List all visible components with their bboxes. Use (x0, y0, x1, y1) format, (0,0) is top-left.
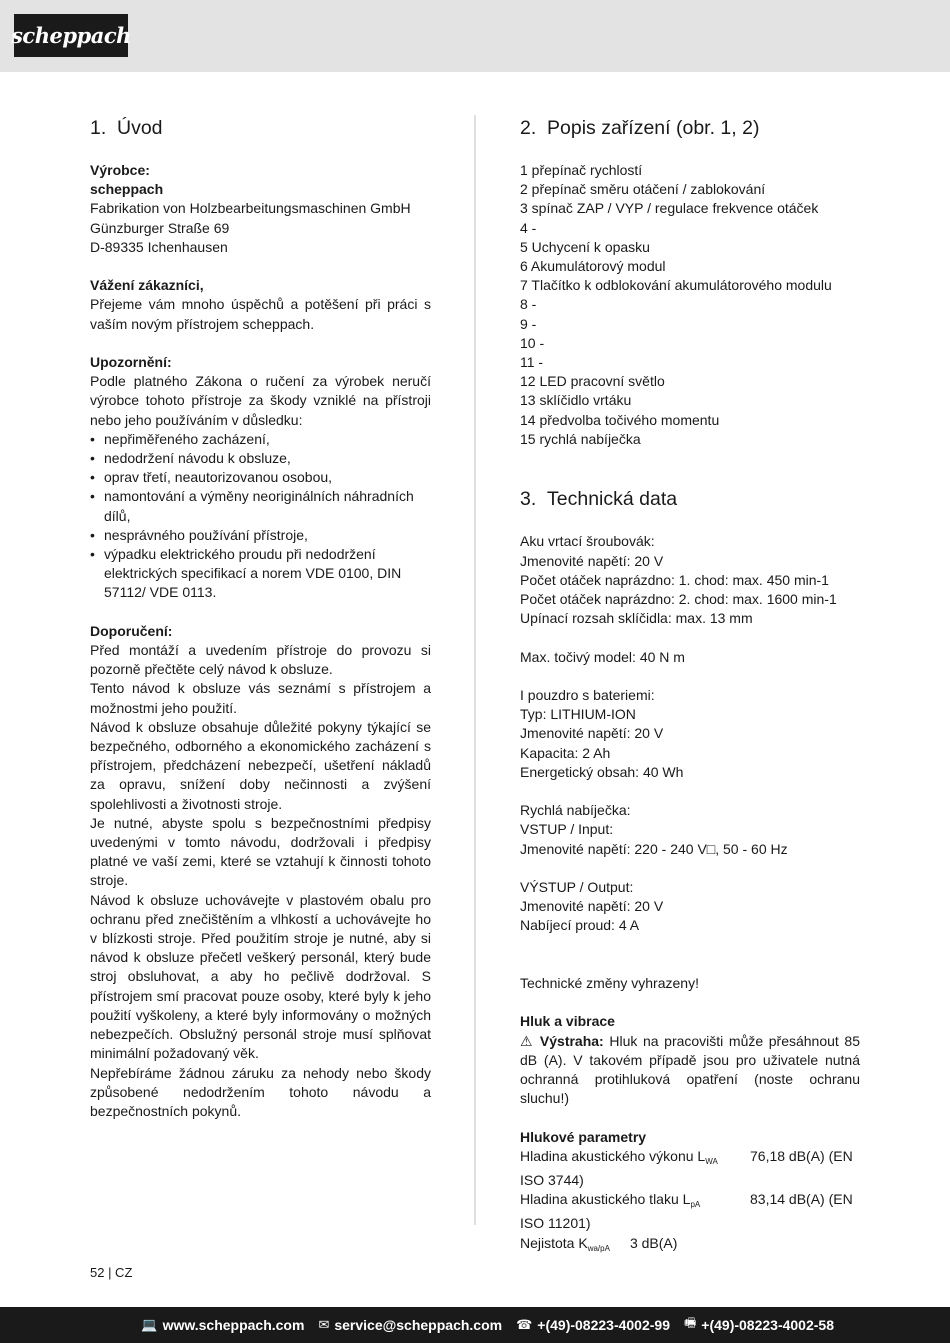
paragraph: Návod k obsluze uchovávejte v plastovém obalu pro ochranu před znečištěním a vlhkostí a uchovávejte ho v blízkosti stroje. Před použitím stroje je nutné, aby si návod k obsluze přečetl veškerý personál, který bude stroj obsluhovat, a aby ho pečlivě dodržoval. S přístrojem smí pracovat pouze osoby, které byly k jeho použití vyškoleny, a které byly informovány o možných nebezpečích. Obslužný personál stroje musí splňovat minimální požadovaný věk. (90, 891, 431, 1062)
list-item: 1 přepínač rychlostí (520, 162, 643, 178)
parts-list (520, 161, 860, 449)
noise-params-block (520, 1128, 860, 1258)
list-item: • výpadku elektrického proudu při nedodržení elektrických specifikací a norem VDE 0100, DIN 57112/ VDE 0113. (90, 545, 431, 603)
lpa-continuation: ISO 11201) (520, 1215, 591, 1232)
technical-changes-note: Technické změny vyhrazeny! (520, 975, 699, 992)
computer-icon: 💻 (141, 1317, 158, 1332)
section-3-heading (520, 487, 860, 511)
list-item: 4 - (520, 219, 537, 236)
section-title: Technická data (547, 488, 678, 511)
k-value: 3 dB(A) (629, 1234, 678, 1251)
recommendation-title: Doporučení: (90, 622, 173, 639)
notice-block (90, 353, 431, 603)
manufacturer-company: Fabrikation von Holzbearbeitungsmaschinen GmbH (90, 200, 411, 217)
paragraph: Tento návod k obsluze vás seznámí s přístrojem a možnostmi jeho použití. (90, 680, 431, 716)
left-column (90, 116, 431, 1121)
footer-band (0, 1307, 950, 1343)
list-item: 3 spínač ZAP / VYP / regulace frekvence otáček (520, 200, 819, 217)
phone-text: +(49)-08223-4002-99 (537, 1317, 670, 1333)
greeting-block (90, 276, 431, 334)
lwa-subscript: WA (705, 1156, 718, 1166)
noise-warning (520, 1032, 860, 1109)
website-link[interactable] (141, 1317, 304, 1333)
list-item: 8 - (520, 296, 537, 313)
spec-line: Počet otáček naprázdno: 2. chod: max. 1600 min-1 (520, 591, 837, 608)
spec-line: Nabíjecí proud: 4 A (520, 917, 640, 934)
greeting-text: Přejeme vám mnoho úspěchů a potěšení při práci s vaším novým přístrojem scheppach. (90, 296, 431, 332)
lwa-row (520, 1147, 860, 1171)
torque-spec: Max. točivý model: 40 N m (520, 648, 685, 665)
right-column (520, 116, 860, 1258)
warning-triangle-icon: ⚠ (520, 1032, 535, 1049)
website-text: www.scheppach.com (162, 1317, 305, 1333)
recommendation-block (90, 622, 431, 1121)
warning-text: Hluk na pracovišti může přesáhnout 85 dB (A). V takovém případě jsou pro uživatele nutná ochranná protihluková opatření (noste ochranu sluchu!) (520, 1032, 860, 1107)
k-label: Nejistota K (520, 1234, 588, 1251)
lpa-value: 83,14 dB(A) (EN (750, 1191, 853, 1208)
spec-line: VSTUP / Input: (520, 821, 614, 838)
noise-vibration-block (520, 1012, 860, 1108)
spec-line: Aku vrtací šroubovák: (520, 533, 655, 550)
lwa-value: 76,18 dB(A) (EN (750, 1147, 853, 1164)
battery-specs (520, 686, 860, 782)
lpa-subscript: pA (690, 1200, 701, 1210)
section-number: 2. (520, 117, 537, 139)
spec-line: Upínací rozsah sklíčidla: max. 13 mm (520, 610, 753, 627)
header-band (0, 0, 950, 72)
list-item: 7 Tlačítko k odblokování akumulátorového modulu (520, 277, 832, 294)
spec-line: Energetický obsah: 40 Wh (520, 763, 684, 780)
section-title: Popis zařízení (obr. 1, 2) (547, 117, 760, 139)
greeting-title: Vážení zákazníci, (90, 277, 204, 294)
paragraph: Nepřebíráme žádnou záruku za nehody nebo škody způsobené nedodržením tohoto návodu a bezpečnostních pokynů. (90, 1064, 431, 1119)
list-item: 9 - (520, 315, 537, 332)
spec-line: Rychlá nabíječka: (520, 802, 631, 819)
spec-line: Typ: LITHIUM-ION (520, 706, 636, 723)
lpa-label-text: Hladina akustického tlaku L (520, 1191, 691, 1208)
spec-line: Kapacita: 2 Ah (520, 744, 611, 761)
list-item: 6 Akumulátorový modul (520, 258, 666, 275)
paragraph: Je nutné, abyste spolu s bezpečnostními předpisy uvedenými v tomto návodu, dodržovali i předpisy platné ve vaší zemi, které se vztahují k činnosti tohoto stroje. (90, 814, 431, 889)
spec-line: VÝSTUP / Output: (520, 879, 634, 896)
list-item: 10 - (520, 334, 545, 351)
k-subscript: wa/pA (587, 1243, 610, 1253)
email-text: service@scheppach.com (334, 1317, 503, 1333)
notice-intro: Podle platného Zákona o ručení za výrobek neručí výrobce tohoto přístroje za škody vzniklé na přístroji nebo jeho používáním v důsledku: (90, 373, 431, 428)
list-item: 13 sklíčidlo vrtáku (520, 392, 632, 409)
noise-title: Hluk a vibrace (520, 1013, 615, 1030)
list-item: • nedodržení návodu k obsluze, (90, 449, 431, 468)
spec-line: Jmenovité napětí: 20 V (520, 898, 664, 915)
notice-list (90, 430, 431, 603)
spec-line: Jmenovité napětí: 220 - 240 V□, 50 - 60 Hz (520, 840, 788, 857)
scheppach-logo: scheppach (14, 14, 128, 57)
list-item: 2 přepínač směru otáčení / zablokování (520, 181, 766, 198)
lpa-row (520, 1190, 860, 1214)
section-2-heading (520, 116, 860, 140)
spec-line: Jmenovité napětí: 20 V (520, 552, 664, 569)
lpa-label (520, 1190, 750, 1214)
fax-icon: 🖷 (684, 1315, 697, 1330)
paragraph: Návod k obsluze obsahuje důležité pokyny týkající se bezpečného, odborného a ekonomického zacházení s přístrojem, předcházení nebezpečí, ušetření nákladů za opravu, snížení doby nečinnosti a zvýšení spolehlivosti a životnosti stroje. (90, 718, 431, 812)
spec-line: Počet otáček naprázdno: 1. chod: max. 450 min-1 (520, 571, 829, 588)
drill-specs (520, 532, 860, 628)
page-number: 52 | CZ (90, 1265, 133, 1280)
list-item: 15 rychlá nabíječka (520, 430, 641, 447)
list-item: • nepřiměřeného zacházení, (90, 430, 431, 449)
manufacturer-label: Výrobce: (90, 162, 150, 178)
lwa-label-text: Hladina akustického výkonu L (520, 1147, 706, 1164)
lwa-label (520, 1147, 750, 1171)
phone-icon: ☎ (516, 1317, 533, 1332)
list-item: 5 Uchycení k opasku (520, 238, 650, 255)
envelope-icon: ✉ (318, 1317, 330, 1332)
section-title: Úvod (117, 117, 163, 139)
manufacturer-name: scheppach (90, 181, 164, 198)
manufacturer-city: D-89335 Ichenhausen (90, 238, 228, 255)
list-item: 14 předvolba točivého momentu (520, 411, 720, 428)
phone-link[interactable] (516, 1317, 670, 1333)
warning-label: Výstraha: (539, 1032, 604, 1049)
output-specs (520, 878, 860, 936)
notice-title: Upozornění: (90, 354, 172, 370)
noise-params-title: Hlukové parametry (520, 1128, 647, 1145)
uncertainty-row (520, 1234, 860, 1258)
lwa-continuation: ISO 3744) (520, 1172, 584, 1189)
section-1-heading (90, 116, 431, 140)
fax-link[interactable] (684, 1314, 834, 1336)
list-item: • oprav třetí, neautorizovanou osobou, (90, 468, 431, 487)
column-divider (474, 115, 476, 1225)
manufacturer-street: Günzburger Straße 69 (90, 219, 230, 236)
section-number: 1. (90, 117, 107, 139)
list-item: 12 LED pracovní světlo (520, 373, 665, 390)
paragraph: Před montáží a uvedením přístroje do provozu si pozorně přečtěte celý návod k obsluze. (90, 642, 431, 678)
fax-text: +(49)-08223-4002-58 (701, 1317, 834, 1333)
list-item: 11 - (520, 354, 544, 371)
spec-line: I pouzdro s bateriemi: (520, 687, 655, 704)
section-number: 3. (520, 488, 537, 511)
email-link[interactable] (318, 1317, 502, 1333)
spec-line: Jmenovité napětí: 20 V (520, 725, 664, 742)
list-item: • nesprávného používání přístroje, (90, 526, 431, 545)
charger-specs (520, 801, 860, 859)
list-item: • namontování a výměny neoriginálních náhradních dílů, (90, 487, 431, 525)
manufacturer-block (90, 161, 431, 257)
